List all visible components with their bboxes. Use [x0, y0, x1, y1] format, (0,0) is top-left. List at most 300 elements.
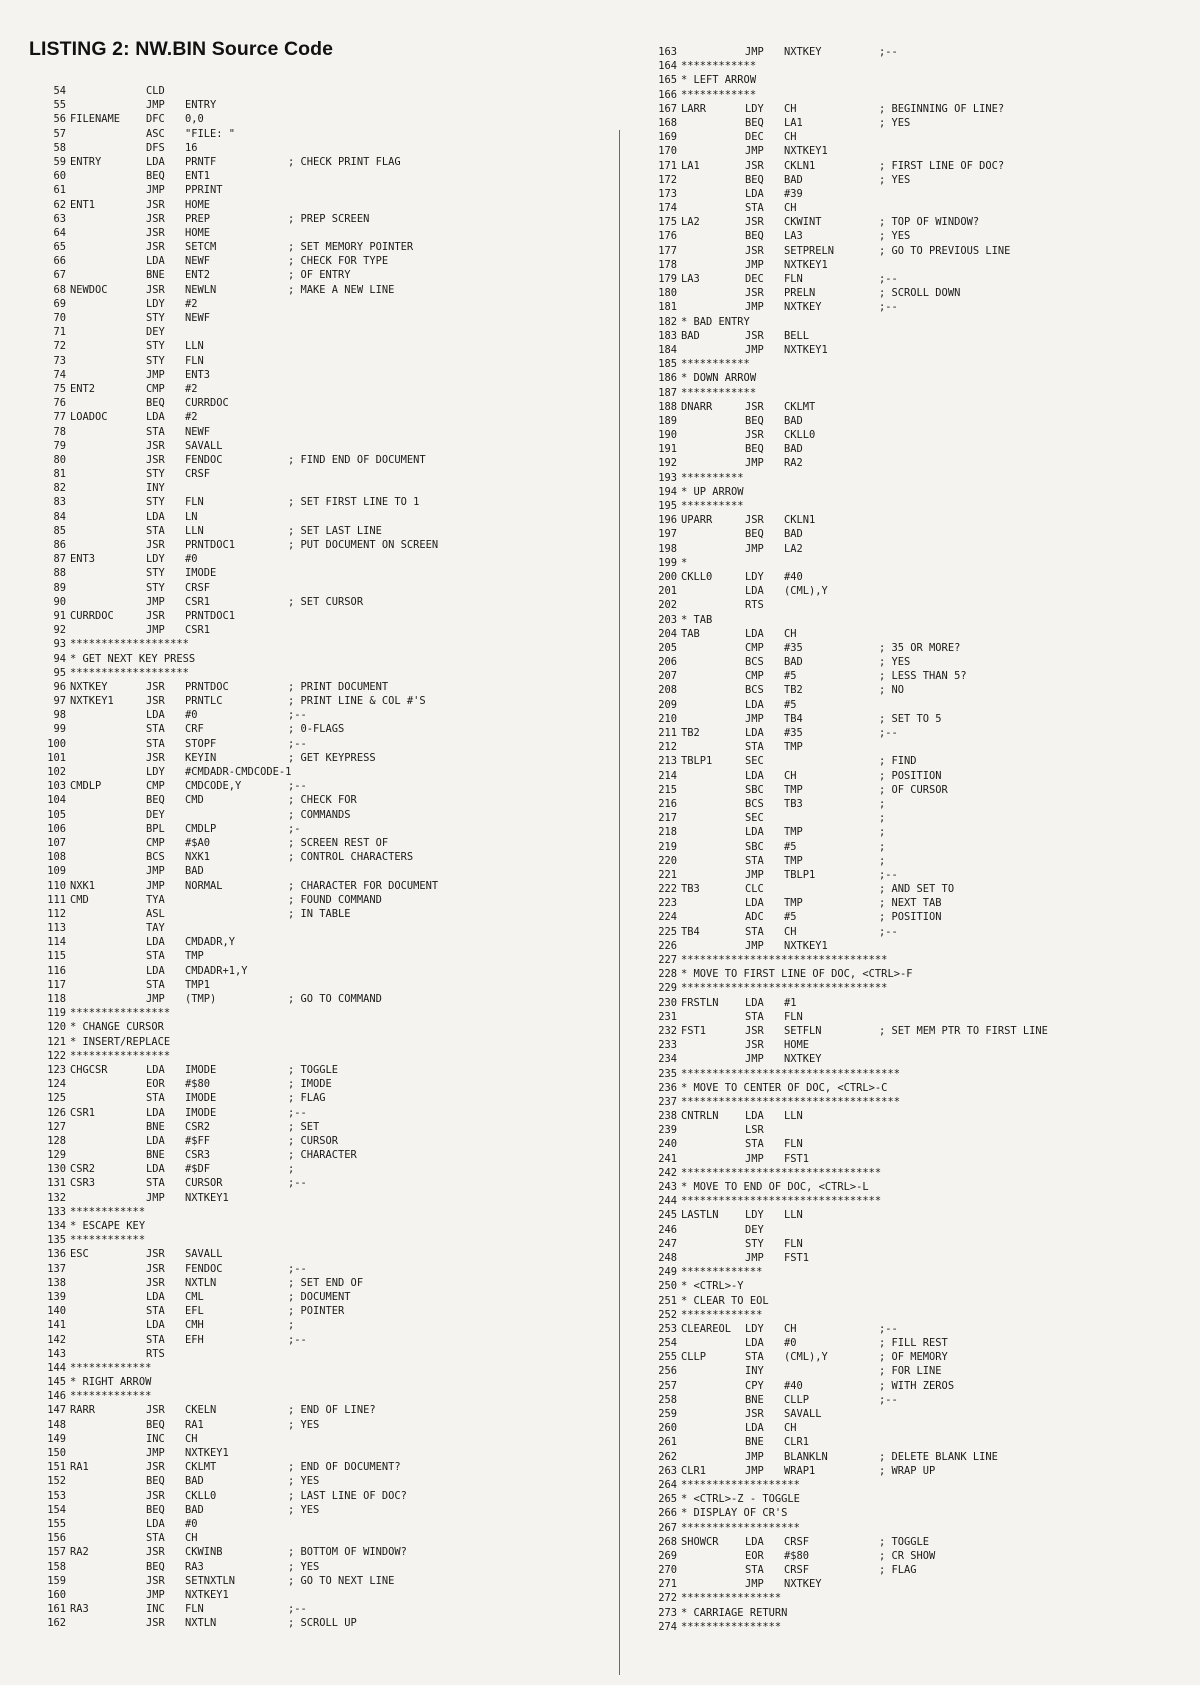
- code-line: [641, 797, 1186, 811]
- code-line: [641, 1237, 1186, 1251]
- code-line: [30, 325, 610, 339]
- opcode: BEQ: [146, 1560, 165, 1573]
- code-line: [641, 896, 1186, 910]
- opcode: BEQ: [745, 414, 764, 427]
- opcode: JSR: [745, 159, 764, 172]
- operand: CH: [784, 102, 797, 115]
- line-number: 189: [658, 414, 677, 427]
- opcode: BEQ: [146, 397, 165, 410]
- code-line: [30, 992, 610, 1006]
- line-number: 228: [658, 968, 677, 981]
- code-line: [641, 1336, 1186, 1350]
- line-number: 198: [658, 542, 677, 555]
- label: *************: [70, 1361, 152, 1374]
- label: NXK1: [70, 879, 96, 892]
- opcode: TAY: [146, 922, 165, 935]
- line-number: 59: [53, 155, 66, 168]
- code-line: [641, 1407, 1186, 1421]
- code-line: [641, 1123, 1186, 1137]
- operand: NEWF: [185, 255, 211, 268]
- line-number: 265: [658, 1493, 677, 1506]
- operand: CML: [185, 1290, 204, 1303]
- code-line: [641, 570, 1186, 584]
- opcode: EOR: [745, 1549, 764, 1562]
- code-line: [30, 1489, 610, 1503]
- code-line: [641, 1535, 1186, 1549]
- operand: TMP: [784, 897, 803, 910]
- line-number: 201: [658, 585, 677, 598]
- label: CHGCSR: [70, 1063, 108, 1076]
- comment: ; FILL REST: [879, 1337, 948, 1350]
- opcode: STA: [146, 1333, 165, 1346]
- label: ESC: [70, 1248, 89, 1261]
- opcode: JSR: [146, 439, 165, 452]
- operand: EFL: [185, 1305, 204, 1318]
- line-number: 63: [53, 212, 66, 225]
- code-line: [641, 1393, 1186, 1407]
- code-line: [641, 655, 1186, 669]
- operand: NEWF: [185, 425, 211, 438]
- comment: ; TOGGLE: [288, 1063, 339, 1076]
- comment: ; SET FIRST LINE TO 1: [288, 496, 420, 509]
- operand: CKLL0: [784, 429, 816, 442]
- opcode: JMP: [745, 1053, 764, 1066]
- code-line: [30, 481, 610, 495]
- line-number: 71: [53, 326, 66, 339]
- opcode: BEQ: [146, 1418, 165, 1431]
- operand: CRF: [185, 723, 204, 736]
- code-line: [30, 893, 610, 907]
- line-number: 85: [53, 524, 66, 537]
- label: CSR2: [70, 1163, 96, 1176]
- line-number: 146: [47, 1390, 66, 1403]
- operand: CURSOR: [185, 1177, 223, 1190]
- label: LASTLN: [681, 1209, 719, 1222]
- opcode: LDA: [146, 1163, 165, 1176]
- comment: ; MAKE A NEW LINE: [288, 283, 395, 296]
- code-line: [641, 1521, 1186, 1535]
- code-line: [641, 1478, 1186, 1492]
- opcode: JMP: [146, 184, 165, 197]
- comment: ; WRAP UP: [879, 1464, 936, 1477]
- opcode: JSR: [146, 695, 165, 708]
- label: NXTKEY1: [70, 695, 114, 708]
- label: TBLP1: [681, 755, 713, 768]
- comment: ;: [879, 840, 886, 853]
- line-number: 216: [658, 797, 677, 810]
- operand: SETNXTLN: [185, 1574, 236, 1587]
- comment: ;: [288, 1319, 295, 1332]
- comment: ; IN TABLE: [288, 907, 351, 920]
- opcode: JMP: [146, 595, 165, 608]
- opcode: LDA: [745, 1535, 764, 1548]
- operand: BAD: [784, 173, 803, 186]
- opcode: BEQ: [745, 528, 764, 541]
- label: * MOVE TO END OF DOC, <CTRL>-L: [681, 1181, 869, 1193]
- comment: ; YES: [879, 173, 911, 186]
- operand: #5: [784, 670, 797, 683]
- code-line: [641, 996, 1186, 1010]
- line-number: 227: [658, 954, 677, 966]
- line-number: 267: [658, 1521, 677, 1534]
- comment: ; OF MEMORY: [879, 1351, 948, 1364]
- comment: ;--: [879, 1322, 898, 1335]
- code-line: [641, 1606, 1186, 1620]
- line-number: 170: [658, 145, 677, 158]
- code-line: [641, 1506, 1186, 1520]
- opcode: JSR: [146, 1546, 165, 1559]
- opcode: STA: [146, 1305, 165, 1318]
- comment: ; FIND END OF DOCUMENT: [288, 453, 426, 466]
- code-line: [641, 769, 1186, 783]
- operand: #1: [784, 996, 797, 1009]
- opcode: LDA: [146, 1319, 165, 1332]
- line-number: 148: [47, 1418, 66, 1431]
- opcode: JMP: [745, 145, 764, 158]
- code-line: [641, 1095, 1186, 1109]
- line-number: 57: [53, 127, 66, 140]
- comment: ; CHARACTER FOR DOCUMENT: [288, 879, 439, 892]
- comment: ; PRINT LINE & COL #'S: [288, 695, 426, 708]
- opcode: BEQ: [745, 443, 764, 456]
- code-line: [641, 613, 1186, 627]
- operand: TMP: [185, 950, 204, 963]
- code-line: [30, 1403, 610, 1417]
- line-number: 249: [658, 1266, 677, 1279]
- line-number: 220: [658, 854, 677, 867]
- label: ***********************************: [681, 1067, 900, 1080]
- opcode: CMP: [146, 382, 165, 395]
- line-number: 176: [658, 230, 677, 243]
- code-line: [641, 513, 1186, 527]
- opcode: BNE: [745, 1436, 764, 1449]
- opcode: BEQ: [146, 794, 165, 807]
- label: BAD: [681, 329, 700, 342]
- line-number: 204: [658, 627, 677, 640]
- operand: (CML),Y: [784, 1351, 828, 1364]
- operand: PRELN: [784, 287, 816, 300]
- comment: ; LESS THAN 5?: [879, 670, 967, 683]
- code-line: [30, 1020, 610, 1034]
- line-number: 100: [47, 737, 66, 750]
- comment: ;: [879, 812, 886, 825]
- operand: CH: [784, 627, 797, 640]
- opcode: JSR: [146, 1617, 165, 1630]
- code-line: [641, 414, 1186, 428]
- opcode: STA: [745, 925, 764, 938]
- opcode: STA: [146, 1092, 165, 1105]
- operand: (CML),Y: [784, 585, 828, 598]
- operand: BAD: [784, 414, 803, 427]
- comment: ;--: [879, 925, 898, 938]
- code-line: [641, 840, 1186, 854]
- line-number: 73: [53, 354, 66, 367]
- label: RARR: [70, 1404, 96, 1417]
- comment: ; CONTROL CHARACTERS: [288, 851, 414, 864]
- line-number: 181: [658, 301, 677, 314]
- code-line: [641, 102, 1186, 116]
- opcode: STY: [146, 496, 165, 509]
- operand: TMP1: [185, 978, 211, 991]
- opcode: DEY: [745, 1223, 764, 1236]
- operand: NXTKEY1: [185, 1447, 229, 1459]
- opcode: JSR: [745, 244, 764, 257]
- label: ENT2: [70, 382, 96, 395]
- opcode: JSR: [146, 1248, 165, 1261]
- opcode: LDY: [146, 553, 165, 566]
- comment: ; CHECK PRINT FLAG: [288, 155, 401, 168]
- comment: ; SET END OF: [288, 1276, 364, 1289]
- line-number: 188: [658, 400, 677, 413]
- line-number: 211: [658, 727, 677, 739]
- opcode: LDA: [146, 936, 165, 949]
- line-number: 169: [658, 131, 677, 144]
- code-line: [30, 1588, 610, 1602]
- line-number: 194: [658, 485, 677, 498]
- code-line: [30, 84, 610, 98]
- operand: NXK1: [185, 851, 211, 864]
- operand: CH: [784, 1422, 797, 1435]
- operand: ENT3: [185, 368, 211, 381]
- comment: ; OF ENTRY: [288, 269, 351, 282]
- label: LA1: [681, 159, 700, 172]
- opcode: JSR: [745, 514, 764, 527]
- opcode: LDA: [146, 155, 165, 168]
- comment: ;--: [288, 1177, 307, 1190]
- operand: CMDADR+1,Y: [185, 964, 248, 977]
- comment: ; SET: [288, 1120, 320, 1133]
- operand: #$A0: [185, 836, 211, 849]
- line-number: 202: [658, 599, 677, 612]
- operand: #CMDADR-CMDCODE-1: [185, 766, 292, 778]
- comment: ; END OF DOCUMENT?: [288, 1461, 401, 1474]
- opcode: JMP: [745, 1578, 764, 1591]
- label: *************: [681, 1308, 763, 1321]
- label: ****************: [681, 1620, 782, 1633]
- opcode: JMP: [146, 99, 165, 112]
- opcode: JSR: [146, 1404, 165, 1417]
- line-number: 244: [658, 1195, 677, 1208]
- code-line: [641, 1549, 1186, 1563]
- operand: LA3: [784, 230, 803, 243]
- code-line: [641, 329, 1186, 343]
- label: * BAD ENTRY: [681, 315, 750, 328]
- label: TAB: [681, 627, 700, 640]
- code-line: [30, 1432, 610, 1446]
- operand: RA1: [185, 1418, 204, 1431]
- line-number: 174: [658, 202, 677, 215]
- code-line: [30, 1006, 610, 1020]
- line-number: 144: [47, 1361, 66, 1374]
- code-line: [30, 254, 610, 268]
- label: * INSERT/REPLACE: [70, 1035, 171, 1048]
- code-line: [641, 1279, 1186, 1293]
- opcode: RTS: [146, 1347, 165, 1360]
- code-line: [641, 371, 1186, 385]
- code-line: [30, 1560, 610, 1574]
- operand: CH: [784, 925, 797, 938]
- operand: #35: [784, 641, 803, 654]
- code-line: [641, 1364, 1186, 1378]
- line-number: 99: [53, 723, 66, 736]
- line-number: 67: [53, 269, 66, 282]
- listing-column-left: [30, 84, 610, 1630]
- code-line: [30, 722, 610, 736]
- opcode: BPL: [146, 822, 165, 835]
- code-line: [30, 921, 610, 935]
- opcode: CMP: [745, 670, 764, 683]
- line-number: 206: [658, 656, 677, 669]
- code-line: [30, 311, 610, 325]
- operand: TMP: [784, 826, 803, 839]
- comment: ;--: [879, 727, 898, 739]
- code-line: [30, 1247, 610, 1261]
- code-line: [641, 882, 1186, 896]
- opcode: LDA: [146, 1517, 165, 1530]
- code-line: [30, 1418, 610, 1432]
- code-line: [30, 382, 610, 396]
- code-line: [30, 339, 610, 353]
- opcode: BEQ: [146, 1475, 165, 1488]
- comment: ;: [879, 826, 886, 839]
- opcode: BCS: [745, 797, 764, 810]
- line-number: 58: [53, 141, 66, 154]
- opcode: DEY: [146, 808, 165, 821]
- opcode: JSR: [146, 241, 165, 254]
- code-line: [641, 1109, 1186, 1123]
- operand: HOME: [784, 1039, 810, 1052]
- comment: ; SET TO 5: [879, 712, 942, 725]
- code-line: [30, 410, 610, 424]
- code-line: [641, 1379, 1186, 1393]
- opcode: LDA: [745, 627, 764, 640]
- code-line: [30, 1474, 610, 1488]
- line-number: 262: [658, 1450, 677, 1463]
- line-number: 219: [658, 840, 677, 853]
- opcode: STA: [745, 1138, 764, 1151]
- line-number: 234: [658, 1053, 677, 1066]
- code-line: [641, 485, 1186, 499]
- comment: ; SET LAST LINE: [288, 524, 382, 537]
- comment: ; BEGINNING OF LINE?: [879, 102, 1005, 115]
- comment: ; YES: [288, 1475, 320, 1488]
- operand: CSR3: [185, 1149, 211, 1162]
- comment: ; 35 OR MORE?: [879, 641, 961, 654]
- line-number: 178: [658, 258, 677, 271]
- line-number: 147: [47, 1404, 66, 1417]
- code-line: [641, 300, 1186, 314]
- operand: HOME: [185, 198, 211, 211]
- label: ************: [70, 1234, 146, 1247]
- comment: ;: [879, 854, 886, 867]
- comment: ; CHARACTER: [288, 1149, 357, 1162]
- comment: ; SCROLL UP: [288, 1617, 357, 1630]
- operand: TBLP1: [784, 868, 816, 881]
- line-number: 152: [47, 1475, 66, 1488]
- opcode: JSR: [745, 216, 764, 229]
- operand: #39: [784, 187, 803, 200]
- opcode: CMP: [745, 641, 764, 654]
- comment: ; SCREEN REST OF: [288, 836, 389, 849]
- code-line: [641, 981, 1186, 995]
- code-line: [641, 868, 1186, 882]
- comment: ; CURSOR: [288, 1134, 339, 1147]
- comment: ; PUT DOCUMENT ON SCREEN: [288, 539, 439, 551]
- code-line: [641, 825, 1186, 839]
- line-number: 64: [53, 226, 66, 239]
- label: * UP ARROW: [681, 485, 744, 498]
- line-number: 263: [658, 1464, 677, 1477]
- label: CSR3: [70, 1177, 96, 1190]
- code-line: [30, 98, 610, 112]
- comment: ; YES: [879, 230, 911, 243]
- opcode: LDA: [745, 1337, 764, 1350]
- line-number: 186: [658, 372, 677, 385]
- opcode: STA: [146, 723, 165, 736]
- comment: ; IMODE: [288, 1078, 332, 1091]
- operand: #$80: [185, 1078, 211, 1091]
- operand: ENT1: [185, 170, 211, 183]
- line-number: 217: [658, 812, 677, 825]
- opcode: BEQ: [146, 1503, 165, 1516]
- code-line: [641, 1166, 1186, 1180]
- line-number: 241: [658, 1152, 677, 1165]
- opcode: LDY: [745, 1322, 764, 1335]
- comment: ; SET MEM PTR TO FIRST LINE: [879, 1024, 1048, 1037]
- line-number: 160: [47, 1588, 66, 1601]
- comment: ; FLAG: [288, 1092, 326, 1105]
- line-number: 68: [53, 283, 66, 296]
- operand: FST1: [784, 1152, 810, 1165]
- label: CMD: [70, 893, 89, 906]
- code-line: [641, 783, 1186, 797]
- line-number: 154: [47, 1503, 66, 1516]
- line-number: 184: [658, 343, 677, 356]
- comment: ; FIRST LINE OF DOC?: [879, 159, 1005, 172]
- opcode: DEY: [146, 326, 165, 339]
- code-line: [30, 737, 610, 751]
- operand: CH: [784, 131, 797, 144]
- operand: #2: [185, 411, 198, 424]
- code-line: [30, 467, 610, 481]
- opcode: EOR: [146, 1078, 165, 1091]
- opcode: LDA: [146, 1134, 165, 1147]
- operand: #0: [185, 709, 198, 722]
- code-line: [641, 925, 1186, 939]
- line-number: 156: [47, 1532, 66, 1545]
- code-line: [30, 949, 610, 963]
- opcode: JSR: [146, 198, 165, 211]
- comment: ;--: [879, 301, 898, 314]
- code-line: [30, 779, 610, 793]
- comment: ;--: [288, 1333, 307, 1346]
- comment: ;--: [288, 780, 307, 793]
- label: LA2: [681, 216, 700, 229]
- operand: CH: [185, 1532, 198, 1545]
- operand: TB3: [784, 797, 803, 810]
- operand: NXTKEY: [784, 1578, 822, 1591]
- operand: CSR1: [185, 595, 211, 608]
- column-divider: [619, 130, 620, 1675]
- comment: ; END OF LINE?: [288, 1404, 376, 1417]
- comment: ; 0-FLAGS: [288, 723, 345, 736]
- line-number: 260: [658, 1422, 677, 1435]
- code-line: [30, 666, 610, 680]
- opcode: LDA: [745, 698, 764, 711]
- line-number: 75: [53, 382, 66, 395]
- line-number: 270: [658, 1564, 677, 1577]
- code-line: [30, 595, 610, 609]
